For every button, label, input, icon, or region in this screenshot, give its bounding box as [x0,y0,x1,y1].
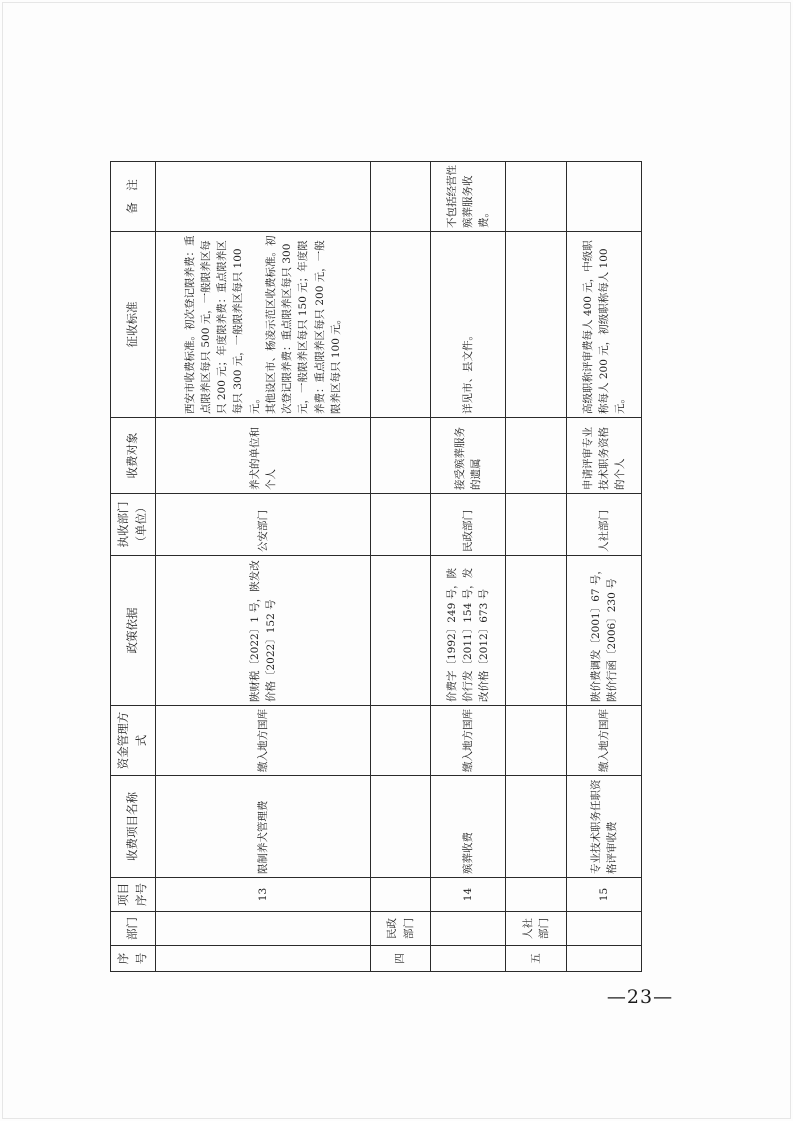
table-row [370,162,430,972]
cell-target [506,418,566,494]
cell-remark: 不包括经营性殡葬服务收费。 [431,162,506,232]
cell-target: 养犬的单位和个人 [156,418,371,494]
fee-table [110,161,642,972]
cell-exec-dept [370,494,430,556]
cell-item-seq [506,878,566,912]
cell-target: 接受殡葬服务的遗属 [431,418,506,494]
cell-remark [566,162,641,232]
standard-paragraph: 高级职称评审费每人 400 元，中级职称每人 200 元，初级职称每人 100 元。 [581,240,627,414]
cell-standard [431,232,506,418]
fee-table-rotated [110,162,642,972]
cell-standard [370,232,430,418]
cell-policy: 价费字〔1992〕249 号，陕价行发〔2011〕154 号，发改价格〔2012〕673 号 [431,556,506,706]
table-row [566,162,641,972]
header-item-seq: 项目序号 [111,878,156,912]
cell-exec-dept: 民政部门 [431,494,506,556]
cell-fund-mgmt: 缴入地方国库 [156,706,371,776]
cell-policy [506,556,566,706]
cell-target: 申请评审专业技术职务资格的个人 [566,418,641,494]
standard-paragraph: 详见市、县文件。 [462,330,475,414]
header-exec-dept: 执收部门（单位） [111,494,156,556]
cell-seq [566,946,641,972]
header-fund-mgmt: 资金管理方式 [111,706,156,776]
cell-seq [431,946,506,972]
cell-item-seq: 14 [431,878,506,912]
table-row [506,162,566,972]
cell-policy: 陕财税〔2022〕1 号，陕发改价格〔2022〕152 号 [156,556,371,706]
header-dept: 部门 [111,912,156,946]
cell-dept: 民政部门 [370,912,430,946]
cell-item-name [506,776,566,878]
cell-seq: 四 [370,946,430,972]
cell-dept: 人社部门 [506,912,566,946]
cell-remark [370,162,430,232]
table-header-row [111,162,156,972]
table-row [431,162,506,972]
header-standard: 征收标准 [111,232,156,418]
cell-fund-mgmt [506,706,566,776]
standard-paragraph: 西安市收费标准。初次登记限养费：重点限养区每只 500 元，一般限养区每只 200 元；年度限养费：重点限养区每只 300 元，一般限养区每只 100 元。 [183,235,261,414]
header-policy: 政策依据 [111,556,156,706]
header-item-name: 收费项目名称 [111,776,156,878]
cell-fund-mgmt [370,706,430,776]
cell-exec-dept [506,494,566,556]
cell-seq: 五 [506,946,566,972]
cell-standard [156,232,371,418]
cell-standard [566,232,641,418]
cell-item-seq [370,878,430,912]
header-seq: 序号 [111,946,156,972]
cell-standard [506,232,566,418]
cell-remark [506,162,566,232]
page-number: —23— [606,986,674,1008]
cell-exec-dept: 公安部门 [156,494,371,556]
table-row [156,162,371,972]
cell-item-seq: 15 [566,878,641,912]
cell-dept [156,912,371,946]
standard-paragraph: 其他设区市、杨凌示范区收费标准。初次登记限养费：重点限养区每只 300 元，一般限养区每只 150 元；年度限养费：重点限养区每只 200 元，一般限养区每只 100 元。 [264,235,342,414]
cell-item-seq: 13 [156,878,371,912]
cell-dept [566,912,641,946]
cell-item-name: 殡葬收费 [431,776,506,878]
header-remark: 备 注 [111,162,156,232]
cell-item-name: 限制养犬管理费 [156,776,371,878]
fee-table-container [110,162,642,972]
cell-target [370,418,430,494]
cell-seq [156,946,371,972]
cell-fund-mgmt: 缴入地方国库 [431,706,506,776]
cell-item-name [370,776,430,878]
cell-dept [431,912,506,946]
cell-fund-mgmt: 缴入地方国库 [566,706,641,776]
cell-exec-dept: 人社部门 [566,494,641,556]
header-target: 收费对象 [111,418,156,494]
cell-remark [156,162,371,232]
cell-item-name: 专业技术职务任职资格评审收费 [566,776,641,878]
cell-policy [370,556,430,706]
cell-policy: 陕价费调发〔2001〕67 号，陕价行函〔2006〕230 号 [566,556,641,706]
